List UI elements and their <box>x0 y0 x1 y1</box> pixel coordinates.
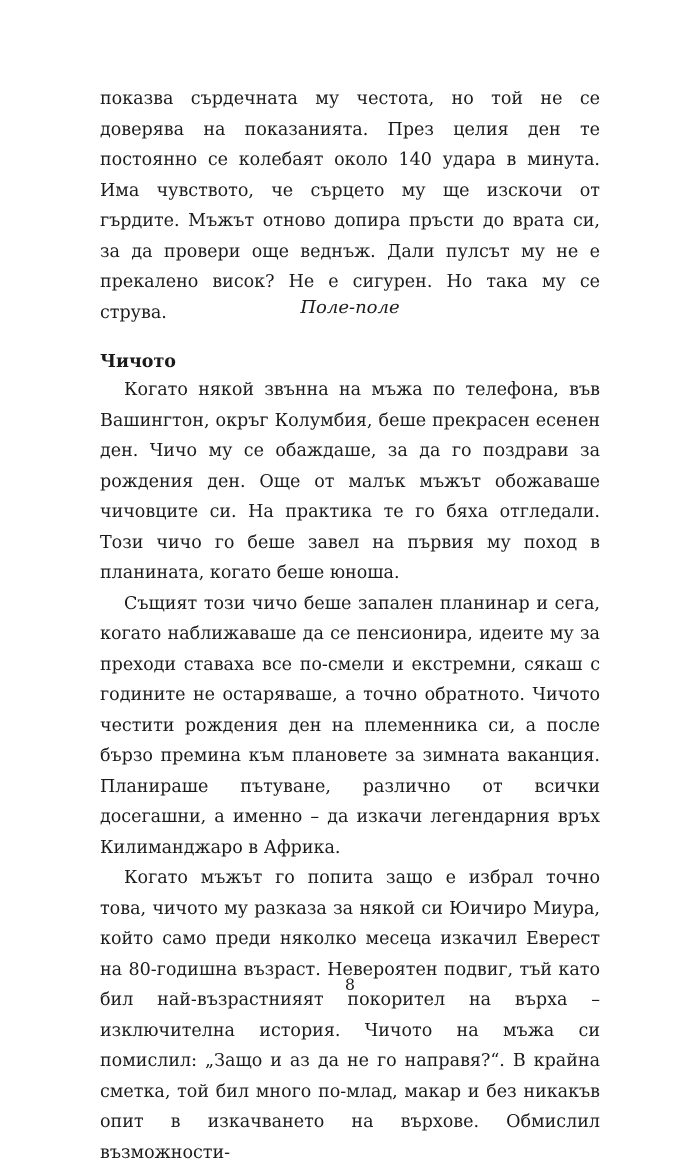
paragraph: Когато мъжът го попита защо е избрал точно това, чичото му разказа за някой си Юичиро Миура, който само преди няколко месеца изкачил Еверест на 80-годишна възраст. Невероятен подвиг, тъй като бил най-възрастнияят покорител на върха – изключителна история. Чичото на мъжа си помислил: „Защо и аз да не го направя?“. В крайна сметка, той бил много по-млад, макар и без никакъв опит в изкачването на върхове. Обмислил възможности- <box>100 868 600 1163</box>
page-number: 8 <box>344 975 356 994</box>
paragraph-text: показва сърдечната му честота, но той не се доверява на показанията. През целия ден те постоянно се колебаят около 140 удара в минута. Има чувството, че сърцето му ще изскочи от гърдите. Мъжът отново допира пръсти до врата си, за да провери още веднъж. Дали пулсът му не е прекалено висок? Не е сигурен. Но така му се струва. <box>100 89 600 323</box>
chapter-heading: Чичото <box>100 352 176 372</box>
continuation-paragraph <box>100 84 600 328</box>
paragraph: Когато някой звънна на мъжа по телефона, във Вашингтон, окръг Колумбия, беше прекрасен есенен ден. Чичо му се обаждаше, за да го поздрави за рождения ден. Още от малък мъжът обожаваше чичовците си. На практика те го бяха отгледали. Този чичо го беше завел на първия му поход в планината, когато беше юноша. <box>100 380 600 583</box>
section-title: Поле-поле <box>300 297 400 318</box>
paragraph: Същият този чичо беше запален планинар и сега, когато наближаваше да се пенсионира, идеите му за преходи ставаха все по-смели и екстремни, сякаш с годините не остаряваше, а точно обратното. Чичото честити рождения ден на племенника си, а после бързо премина към плановете за зимната ваканция. Планираше пътуване, различно от всички досегашни, а именно – да изкачи легендарния връх Килиманджаро в Африка. <box>100 593 600 858</box>
body-text <box>100 375 600 1168</box>
